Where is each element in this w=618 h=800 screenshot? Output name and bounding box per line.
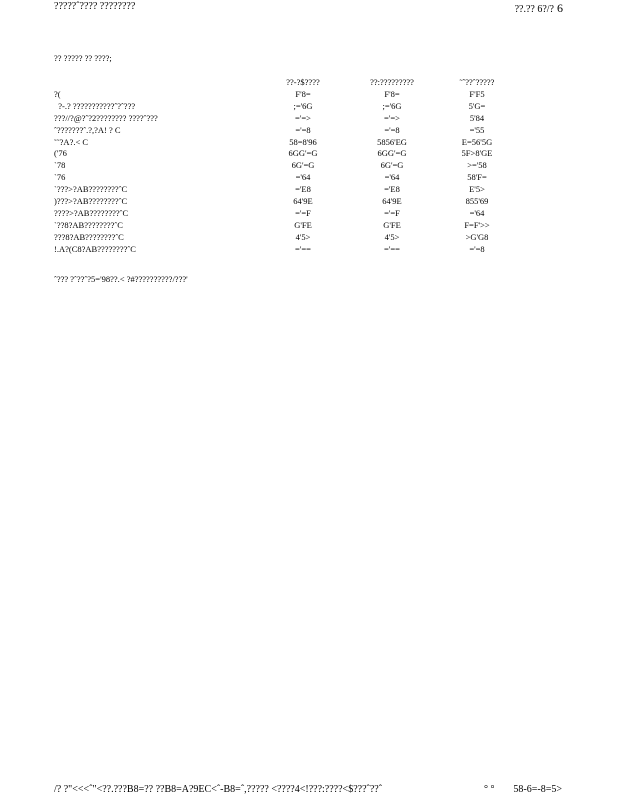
- page-header-date-text: ??.?? 6?/?: [514, 4, 554, 15]
- table-row: [54, 232, 522, 244]
- cell-col-2: ='=>: [384, 112, 400, 123]
- cell-col-1: ='=>: [295, 112, 311, 123]
- table-caption: ?? ????? ?? ????;: [54, 53, 112, 63]
- row-label: `??8?AB????????ˆC: [54, 219, 123, 230]
- cell-col-2: 4'5>: [384, 231, 400, 242]
- cell-col-1: F'8=: [295, 88, 311, 99]
- table-row: [54, 244, 522, 256]
- cell-col-1: ='64: [295, 172, 311, 183]
- cell-col-1: 58=8'96: [289, 136, 317, 147]
- row-label: ???//?@?ˆ?2???????? ????ˆ???: [54, 112, 158, 123]
- cell-col-2: ;='6G: [382, 100, 402, 111]
- table-row: [54, 137, 522, 149]
- cell-col-2: F'8=: [384, 88, 400, 99]
- cell-col-1: G'FE: [294, 219, 312, 230]
- row-label: !.A?(C8?AB????????ˆC: [54, 243, 136, 254]
- table-row: [54, 148, 522, 160]
- page-header-title: ?????ˆ???? ????????: [54, 1, 136, 12]
- cell-col-3: 58'F=: [467, 172, 487, 183]
- cell-col-2: 5856'EG: [377, 136, 407, 147]
- row-label: ('76: [54, 148, 67, 159]
- cell-col-2: 6G'=G: [380, 160, 404, 171]
- cell-col-3: >='58: [467, 160, 487, 171]
- column-header-3: ˜ˆ??ˆ?????: [459, 77, 495, 87]
- cell-col-2: 64'9E: [382, 196, 402, 207]
- page-footer-number: 58-6=-8=5>: [513, 784, 562, 795]
- table-row: [54, 208, 522, 220]
- row-label: ?-.? ???????????ˆ?ˆ???: [54, 100, 136, 111]
- cell-col-3: E=56'5G: [461, 136, 493, 147]
- table-row: [54, 184, 522, 196]
- row-label: ˜˜?A?.< C: [54, 136, 89, 147]
- row-label: `???>?AB????????ˆC: [54, 184, 128, 195]
- cell-col-1: 64'9E: [293, 196, 313, 207]
- row-label: `78: [54, 160, 66, 171]
- cell-col-2: G'FE: [383, 219, 401, 230]
- cell-col-1: 6GG'=G: [288, 148, 318, 159]
- cell-col-1: ='=F: [295, 207, 311, 218]
- cell-col-3: 5F>8'GE: [461, 148, 493, 159]
- table-row: [54, 160, 522, 172]
- table-row: [54, 172, 522, 184]
- column-header-label: [54, 77, 254, 89]
- cell-col-3: F=F'>>: [464, 219, 490, 230]
- page-header-date: [515, 1, 563, 16]
- cell-col-3: ='64: [469, 207, 485, 218]
- row-label: ?(: [54, 88, 61, 99]
- cell-col-2: ='==: [384, 243, 400, 254]
- table-note: ˆ??? ?ˆ??ˆ?5='98??.< ?#??????????/???': [54, 274, 188, 284]
- page-footer-marks: ° °: [484, 784, 495, 795]
- row-label: ???8?AB????????ˆC: [54, 231, 124, 242]
- table-row: [54, 113, 522, 125]
- column-header-2: ??:?????????: [370, 77, 414, 87]
- row-label: ????>?AB????????ˆC: [54, 207, 129, 218]
- cell-col-2: ='E8: [384, 184, 400, 195]
- table-row: [54, 89, 522, 101]
- table-row: [54, 101, 522, 113]
- page-number: 6: [557, 1, 563, 15]
- table-row: [54, 196, 522, 208]
- cell-col-2: ='=8: [384, 124, 400, 135]
- cell-col-1: 6G'=G: [291, 160, 315, 171]
- cell-col-1: ;='6G: [293, 100, 313, 111]
- cell-col-3: >G'G8: [465, 231, 489, 242]
- cell-col-3: E'5>: [469, 184, 485, 195]
- row-label: ˆ???????ˆ.?,?A! ? C: [54, 124, 121, 135]
- cell-col-3: 855'69: [465, 196, 489, 207]
- table-header-row: [54, 77, 522, 89]
- cell-col-3: 5'84: [469, 112, 485, 123]
- cell-col-1: ='==: [295, 243, 311, 254]
- cell-col-2: ='=F: [384, 207, 400, 218]
- cell-col-3: ='55: [469, 124, 485, 135]
- cell-col-1: ='=8: [295, 124, 311, 135]
- table-row: [54, 220, 522, 232]
- cell-col-3: ='=8: [469, 243, 485, 254]
- cell-col-2: ='64: [384, 172, 400, 183]
- data-table: [54, 77, 522, 256]
- page-footer-text: /? ?"<<<ˆ"<??.???B8=?? ??B8=A?9EC<ˆ-B8=ˆ,????? <????4<!???:????<$???ˆ??ˆ: [54, 784, 383, 795]
- row-label: `76: [54, 172, 66, 183]
- cell-col-1: ='E8: [295, 184, 311, 195]
- row-label: )???>?AB????????ˆC: [54, 196, 128, 207]
- cell-col-3: F'F5: [469, 88, 485, 99]
- cell-col-1: 4'5>: [295, 231, 311, 242]
- table-row: [54, 125, 522, 137]
- table-body: [54, 89, 522, 256]
- column-header-1: ??-?$????: [286, 77, 320, 87]
- cell-col-3: 5'G=: [468, 100, 486, 111]
- cell-col-2: 6GG'=G: [377, 148, 407, 159]
